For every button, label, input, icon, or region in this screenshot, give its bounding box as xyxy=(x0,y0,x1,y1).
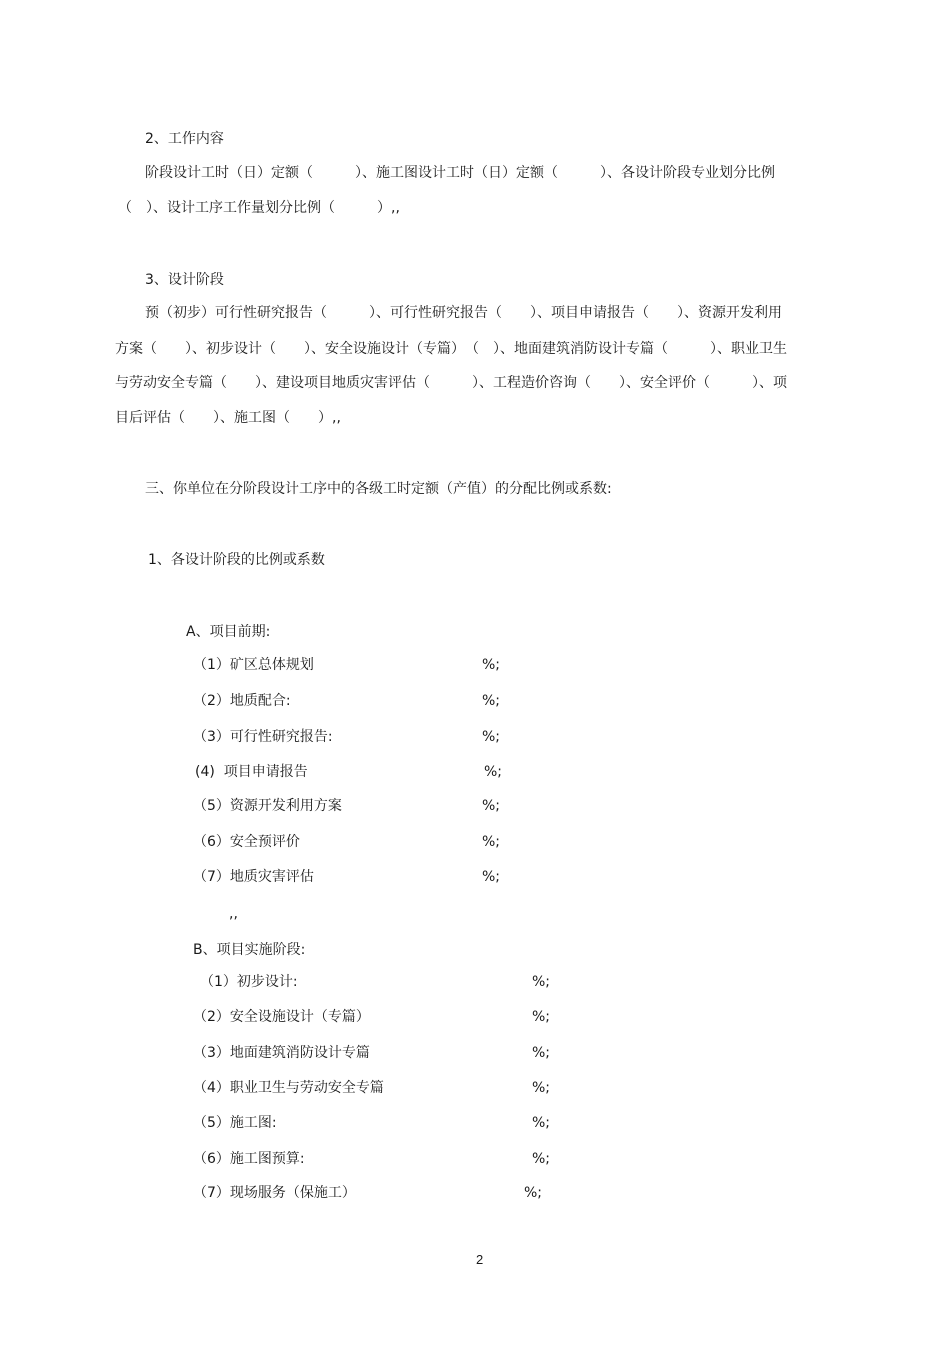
group-a-item-label: （1）矿区总体规划 xyxy=(193,657,314,673)
group-a-item-percent: %; xyxy=(482,869,501,885)
group-a-item-label: （2）地质配合: xyxy=(193,693,291,709)
part-3-heading: 三、你单位在分阶段设计工序中的各级工时定额（产值）的分配比例或系数: xyxy=(145,481,612,497)
group-a-item-label: （6）安全预评价 xyxy=(193,834,300,850)
group-b-item-percent: %; xyxy=(532,1080,551,1096)
section-3-text-line-3: 与劳动安全专篇（ ）、建设项目地质灾害评估（ ）、工程造价咨询（ ）、安全评价（ ）、项 xyxy=(115,375,787,391)
group-a-item-percent: %; xyxy=(482,798,501,814)
group-b-item-percent: %; xyxy=(532,974,551,990)
group-b-item-label: （5）施工图: xyxy=(193,1115,277,1131)
group-a-item-label: （3）可行性研究报告: xyxy=(193,729,333,745)
group-b-item-percent: %; xyxy=(532,1009,551,1025)
part-3-subheading: 1、各设计阶段的比例或系数 xyxy=(148,552,325,568)
group-b-item-label: （4）职业卫生与劳动安全专篇 xyxy=(193,1080,384,1096)
group-a-item-label: （7）地质灾害评估 xyxy=(193,869,314,885)
group-a-item-percent: %; xyxy=(482,729,501,745)
group-b-item-label: （1）初步设计: xyxy=(200,974,298,990)
section-3-text-line-4: 目后评估（ ）、施工图（ ）,, xyxy=(115,410,341,426)
group-b-title: B、项目实施阶段: xyxy=(193,942,306,958)
page-number: 2 xyxy=(476,1252,484,1267)
section-2-text-line-2: （ ）、设计工序工作量划分比例（ ）,, xyxy=(118,200,400,216)
group-b-item-label: （3）地面建筑消防设计专篇 xyxy=(193,1045,370,1061)
group-a-ellipsis: ,, xyxy=(229,906,238,922)
group-a-item-label: （5）资源开发利用方案 xyxy=(193,798,342,814)
section-2-text-line-1: 阶段设计工时（日）定额（ ）、施工图设计工时（日）定额（ ）、各设计阶段专业划分比例 xyxy=(145,165,775,181)
group-b-item-percent: %; xyxy=(532,1151,551,1167)
group-a-item-percent: %; xyxy=(482,834,501,850)
group-b-item-percent: %; xyxy=(532,1115,551,1131)
group-b-item-percent: %; xyxy=(524,1185,543,1201)
section-3-text-line-1: 预（初步）可行性研究报告（ ）、可行性研究报告（ ）、项目申请报告（ ）、资源开发利用 xyxy=(145,305,782,321)
group-a-item-percent: %; xyxy=(484,764,503,780)
section-3-text-line-2: 方案（ ）、初步设计（ ）、安全设施设计（专篇） （ ）、地面建筑消防设计专篇（ ）、职业卫生 xyxy=(115,341,787,357)
group-a-item-percent: %; xyxy=(482,693,501,709)
group-b-item-percent: %; xyxy=(532,1045,551,1061)
group-b-item-label: （6）施工图预算: xyxy=(193,1151,305,1167)
section-3-heading: 3、设计阶段 xyxy=(145,272,224,288)
group-a-title: A、项目前期: xyxy=(186,624,271,640)
group-a-item-percent: %; xyxy=(482,657,501,673)
group-b-item-label: （2）安全设施设计（专篇） xyxy=(193,1009,370,1025)
group-a-item-label: (4) 项目申请报告 xyxy=(195,764,308,780)
section-2-heading: 2、工作内容 xyxy=(145,131,224,147)
group-b-item-label: （7）现场服务（保施工） xyxy=(193,1185,356,1201)
